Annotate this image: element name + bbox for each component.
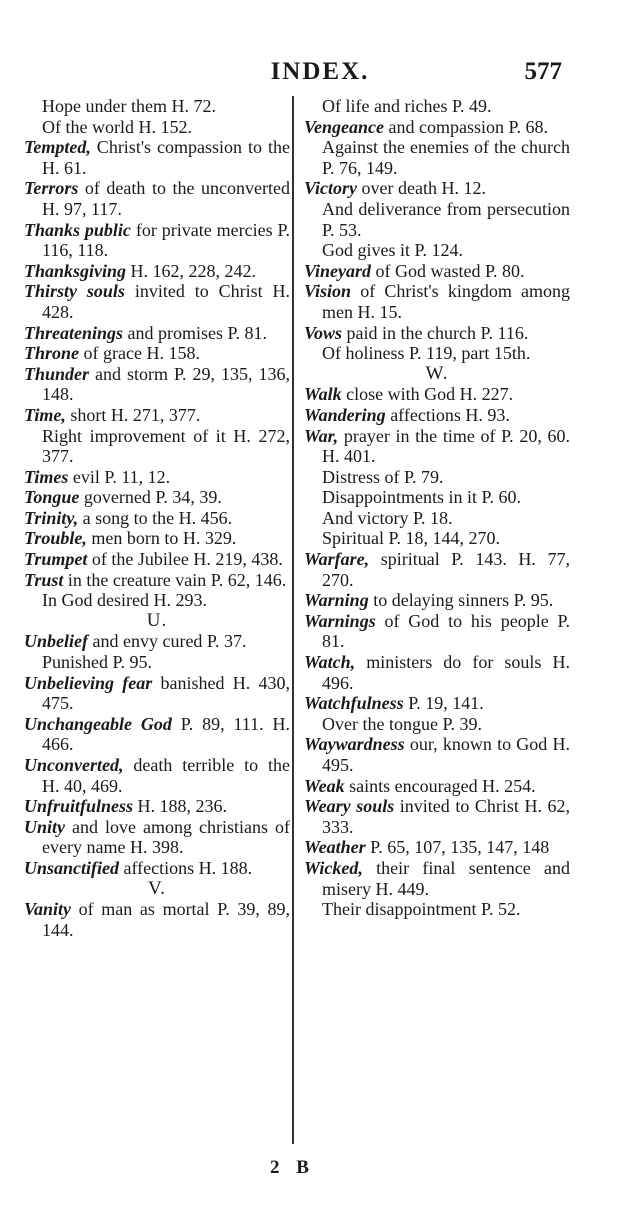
index-subentry <box>304 714 570 735</box>
entry-references: invited to Christ H. 62, 333. <box>322 796 570 837</box>
subentry-text: Against the enemies of the church P. 76, 149. <box>322 137 570 178</box>
index-subentry <box>304 343 570 364</box>
entry-references: paid in the church P. 116. <box>342 322 529 343</box>
index-entry <box>24 817 290 858</box>
entry-references: of God to his people P. 81. <box>322 610 570 652</box>
entry-references: men born to H. 329. <box>86 528 237 549</box>
index-subentry <box>24 652 290 673</box>
subentry-text: And deliverance from persecution P. 53. <box>322 198 570 240</box>
entry-term: Vineyard <box>304 260 372 281</box>
page-title: INDEX. <box>270 58 370 85</box>
entry-term: Trinity, <box>24 507 79 528</box>
subentry-text: Of the world H. 152. <box>42 116 192 137</box>
entry-term: Unbelieving fear <box>24 672 153 693</box>
index-entry <box>304 776 570 797</box>
index-entry <box>304 323 570 344</box>
index-entry <box>304 281 570 322</box>
subentry-text: Over the tongue P. 39. <box>322 713 482 734</box>
index-subentry <box>24 426 290 467</box>
entry-term: Unfruitfulness <box>24 796 134 817</box>
entry-references: affections H. 188. <box>119 857 253 878</box>
index-entry <box>24 467 290 488</box>
entry-term: Trouble, <box>24 528 87 549</box>
index-entry <box>24 528 290 549</box>
index-subentry <box>304 467 570 488</box>
index-entry <box>24 178 290 219</box>
entry-term: Thanksgiving <box>24 260 127 281</box>
index-entry <box>24 796 290 817</box>
section-letter: U. <box>146 609 168 631</box>
subentry-text: And victory P. 18. <box>322 507 453 528</box>
entry-term: Warfare, <box>304 549 370 570</box>
index-entry <box>24 405 290 426</box>
index-entry <box>24 508 290 529</box>
entry-references: our, known to God H. 495. <box>322 734 570 775</box>
subentry-text: Of life and riches P. 49. <box>322 96 492 116</box>
entry-references: H. 188, 236. <box>133 796 228 817</box>
section-letter: V. <box>147 877 167 899</box>
entry-term: Waywardness <box>304 734 405 755</box>
entry-term: Wicked, <box>304 857 363 878</box>
entry-term: Thunder <box>24 363 90 384</box>
entry-references: and promises P. 81. <box>123 322 268 343</box>
index-subentry <box>304 240 570 261</box>
entry-term: Time, <box>24 404 66 425</box>
entry-term: Weak <box>304 775 345 796</box>
subentry-text: Hope under them H. 72. <box>42 96 216 116</box>
entry-term: Unchangeable God <box>24 713 172 734</box>
index-entry <box>304 590 570 611</box>
index-entry <box>24 899 290 940</box>
entry-references: close with God H. 227. <box>341 384 514 405</box>
index-entry <box>24 364 290 405</box>
entry-term: Vanity <box>24 899 72 920</box>
section-letter: W. <box>425 362 449 384</box>
entry-term: Unsanctified <box>24 857 120 878</box>
index-subentry <box>304 96 570 117</box>
entry-term: Vision <box>304 281 352 302</box>
entry-references: their final sentence and misery H. 449. <box>322 857 570 899</box>
entry-term: Vows <box>304 322 343 343</box>
entry-references: to delaying sinners P. 95. <box>368 590 554 611</box>
entry-term: Trust <box>24 569 64 590</box>
entry-references: H. 162, 228, 242. <box>126 260 257 281</box>
index-column-right <box>304 96 570 920</box>
entry-references: Christ's compassion to the H. 61. <box>42 137 290 178</box>
index-entry <box>24 631 290 652</box>
entry-term: Weather <box>304 837 366 858</box>
index-entry <box>304 796 570 837</box>
entry-references: over death H. 12. <box>357 178 486 199</box>
entry-references: of Christ's kingdom among men H. 15. <box>322 281 570 322</box>
index-subentry <box>24 117 290 138</box>
entry-references: for private mercies P. 116, 118. <box>42 219 290 261</box>
entry-references: short H. 271, 377. <box>65 404 201 425</box>
subentry-text: Disappointments in it P. 60. <box>322 487 522 508</box>
column-divider <box>292 96 294 1144</box>
entry-references: and storm P. 29, 135, 136, 148. <box>42 363 290 405</box>
index-entry <box>24 858 290 879</box>
entry-term: Victory <box>304 178 357 199</box>
index-column-left <box>24 96 290 940</box>
index-entry <box>24 323 290 344</box>
entry-term: Warnings <box>304 610 376 631</box>
signature-mark: 2 B <box>270 1157 315 1178</box>
entry-references: P. 89, 111. H. 466. <box>42 713 291 755</box>
entry-term: Vengeance <box>304 116 384 137</box>
index-subentry <box>24 96 290 117</box>
entry-term: Threatenings <box>24 322 124 343</box>
index-subentry <box>24 590 290 611</box>
entry-term: Watchfulness <box>304 693 404 714</box>
entry-term: Times <box>24 466 69 487</box>
entry-term: Tongue <box>24 487 80 508</box>
entry-references: affections H. 93. <box>385 404 510 425</box>
entry-references: and love among christians of every name H. 398. <box>42 816 290 858</box>
subentry-text: Their disappointment P. 52. <box>322 899 521 920</box>
index-subentry <box>304 508 570 529</box>
index-entry <box>304 178 570 199</box>
entry-references: saints encouraged H. 254. <box>344 775 536 796</box>
entry-references: of God wasted P. 80. <box>371 260 525 281</box>
entry-term: Walk <box>304 384 342 405</box>
subentry-text: Of holiness P. 119, part 15th. <box>322 343 531 364</box>
entry-term: Tempted, <box>24 137 91 158</box>
entry-references: and compassion P. 68. <box>384 116 548 137</box>
index-entry <box>304 261 570 282</box>
index-entry <box>24 755 290 796</box>
entry-term: Watch, <box>304 652 356 673</box>
subentry-text: Distress of P. 79. <box>322 466 444 487</box>
entry-term: Wandering <box>304 404 386 425</box>
entry-references: spiritual P. 143. H. 77, 270. <box>322 549 570 590</box>
index-entry <box>304 384 570 405</box>
index-subentry <box>304 199 570 240</box>
index-entry <box>304 693 570 714</box>
index-entry <box>304 734 570 775</box>
entry-references: P. 19, 141. <box>403 693 484 714</box>
index-entry <box>304 858 570 899</box>
entry-references: of man as mortal P. 39, 89, 144. <box>42 899 290 940</box>
index-subentry <box>304 899 570 920</box>
index-subentry <box>304 487 570 508</box>
index-entry <box>24 549 290 570</box>
entry-term: Unity <box>24 816 66 837</box>
entry-term: Terrors <box>24 178 79 199</box>
subentry-text: Spiritual P. 18, 144, 270. <box>322 528 501 549</box>
entry-references: prayer in the time of P. 20, 60. H. 401. <box>322 425 570 467</box>
entry-term: Weary souls <box>304 796 395 817</box>
entry-references: ministers do for souls H. 496. <box>322 652 570 693</box>
index-subentry <box>304 528 570 549</box>
index-entry <box>304 426 570 467</box>
index-entry <box>24 487 290 508</box>
index-entry <box>24 673 290 714</box>
entry-term: Warning <box>304 590 369 611</box>
entry-references: in the creature vain P. 62, 146. <box>63 569 287 590</box>
subentry-text: Punished P. 95. <box>42 652 153 673</box>
index-entry <box>304 405 570 426</box>
index-entry <box>24 714 290 755</box>
entry-references: governed P. 34, 39. <box>79 487 222 508</box>
index-entry <box>24 220 290 261</box>
entry-term: Thanks public <box>24 219 131 240</box>
entry-references: of death to the unconverted H. 97, 117. <box>42 178 290 219</box>
entry-references: a song to the H. 456. <box>78 507 233 528</box>
index-entry <box>304 611 570 652</box>
entry-term: Throne <box>24 343 80 364</box>
entry-term: Unconverted, <box>24 755 124 775</box>
index-entry <box>24 570 290 591</box>
entry-references: invited to Christ H. 428. <box>42 281 291 322</box>
index-entry <box>24 281 290 322</box>
entry-references: of the Jubilee H. 219, 438. <box>87 549 283 570</box>
page-number: 577 <box>524 58 562 85</box>
entry-references: death terrible to the H. 40, 469. <box>42 755 290 796</box>
entry-references: and envy cured P. 37. <box>87 631 247 652</box>
entry-references: P. 65, 107, 135, 147, 148 <box>365 837 550 858</box>
index-entry <box>304 117 570 138</box>
index-entry <box>24 137 290 178</box>
subentry-text: In God desired H. 293. <box>42 590 207 611</box>
subentry-text: God gives it P. 124. <box>322 240 464 261</box>
index-entry <box>24 343 290 364</box>
subentry-text: Right improvement of it H. 272, 377. <box>42 425 290 467</box>
entry-term: Thirsty souls <box>24 281 125 302</box>
entry-term: War, <box>304 425 339 446</box>
entry-references: banished H. 430, 475. <box>42 672 291 714</box>
index-subentry <box>304 137 570 178</box>
entry-term: Trumpet <box>24 549 88 570</box>
index-entry <box>24 261 290 282</box>
index-entry <box>304 549 570 590</box>
index-entry <box>304 652 570 693</box>
entry-term: Unbelief <box>24 631 88 652</box>
entry-references: of grace H. 158. <box>79 343 200 364</box>
index-entry <box>304 837 570 858</box>
page-header <box>0 58 640 94</box>
entry-references: evil P. 11, 12. <box>68 466 171 487</box>
